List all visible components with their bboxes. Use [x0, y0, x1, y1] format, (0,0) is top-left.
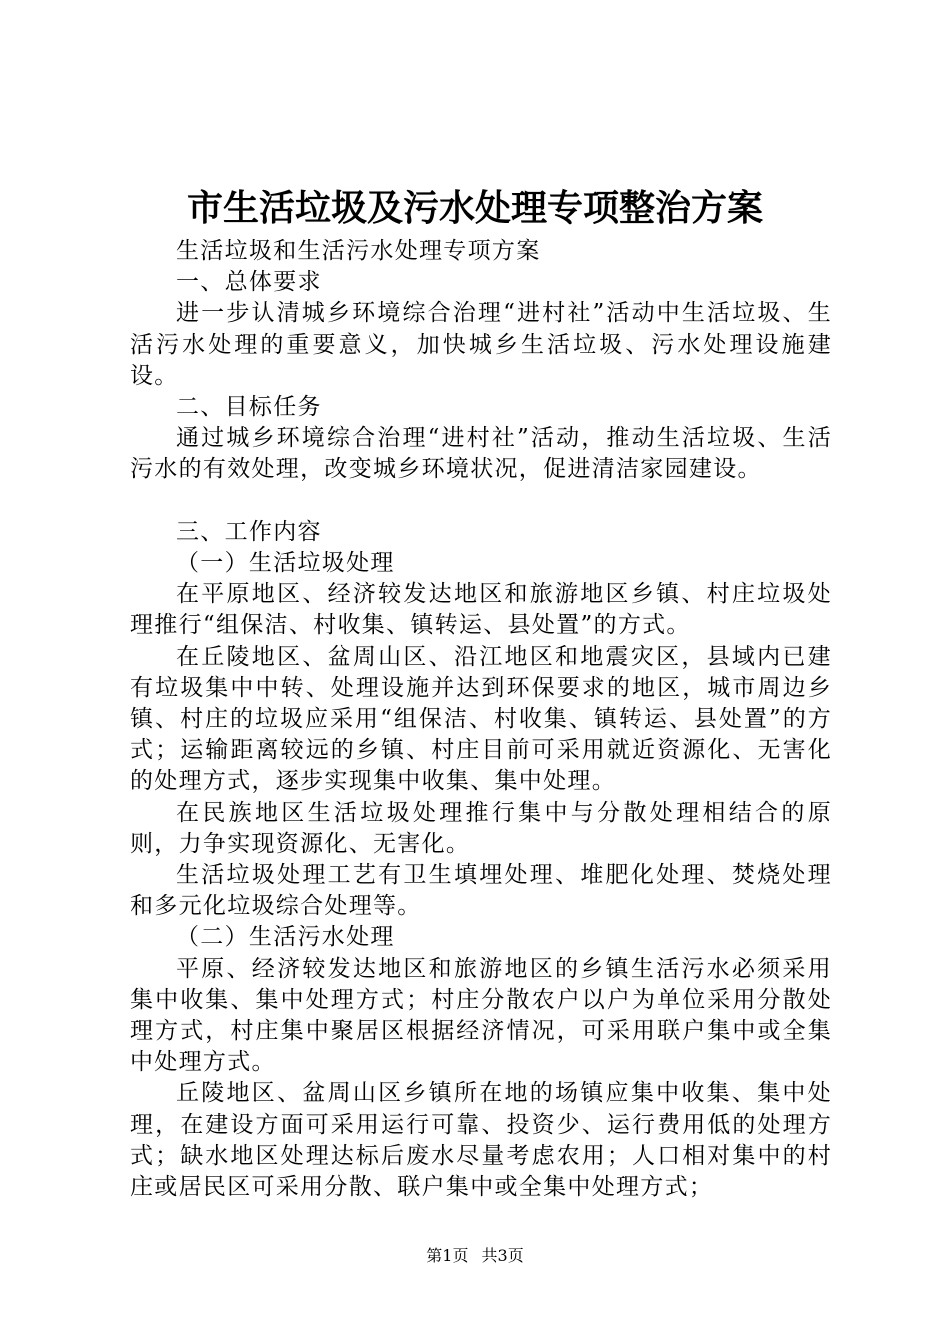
document-body — [130, 236, 832, 1203]
paragraph: 生活垃圾处理工艺有卫生填埋处理、堆肥化处理、焚烧处理和多元化垃圾综合处理等。 — [130, 862, 832, 920]
paragraph: 平原、经济较发达地区和旅游地区的乡镇生活污水必须采用集中收集、集中处理方式；村庄分散农户以户为单位采用分散处理方式，村庄集中聚居区根据经济情况，可采用联户集中或全集中处理方式。 — [130, 955, 832, 1076]
paragraph: 通过城乡环境综合治理“进村社”活动，推动生活垃圾、生活污水的有效处理，改变城乡环境状况，促进清洁家园建设。 — [130, 425, 832, 483]
paragraph: 在平原地区、经济较发达地区和旅游地区乡镇、村庄垃圾处理推行“组保洁、村收集、镇转运、县处置”的方式。 — [130, 581, 832, 639]
blank-line — [130, 486, 832, 517]
heading-work-content: 三、工作内容 — [176, 518, 322, 545]
heading-goals: 二、目标任务 — [176, 394, 322, 421]
paragraph: 进一步认清城乡环境综合治理“进村社”活动中生活垃圾、生活污水处理的重要意义，加快城乡生活垃圾、污水处理设施建设。 — [130, 300, 832, 389]
heading-general-requirements: 一、总体要求 — [176, 269, 322, 296]
document-title: 市生活垃圾及污水处理专项整治方案 — [186, 187, 763, 229]
paragraph: 丘陵地区、盆周山区乡镇所在地的场镇应集中收集、集中处理，在建设方面可采用运行可靠、投资少、运行费用低的处理方式；缺水地区处理达标后废水尽量考虑农用；人口相对集中的村庄或居民区可采用分散、联户集中或全集中处理方式； — [130, 1080, 832, 1201]
paragraph: 在丘陵地区、盆周山区、沿江地区和地震灾区，县域内已建有垃圾集中中转、处理设施并达到环保要求的地区，城市周边乡镇、村庄的垃圾应采用“组保洁、村收集、镇转运、县处置”的方式；运输距离较远的乡镇、村庄目前可采用就近资源化、无害化的处理方式，逐步实现集中收集、集中处理。 — [130, 643, 832, 795]
subheading-garbage: （一）生活垃圾处理 — [176, 550, 395, 577]
page-footer — [0, 1244, 950, 1268]
page-number: 第1页 — [426, 1246, 469, 1265]
paragraph-subtitle: 生活垃圾和生活污水处理专项方案 — [176, 238, 541, 264]
paragraph: 在民族地区生活垃圾处理推行集中与分散处理相结合的原则，力争实现资源化、无害化。 — [130, 799, 832, 857]
page-total: 共3页 — [481, 1246, 524, 1265]
subheading-sewage: （二）生活污水处理 — [176, 924, 395, 951]
